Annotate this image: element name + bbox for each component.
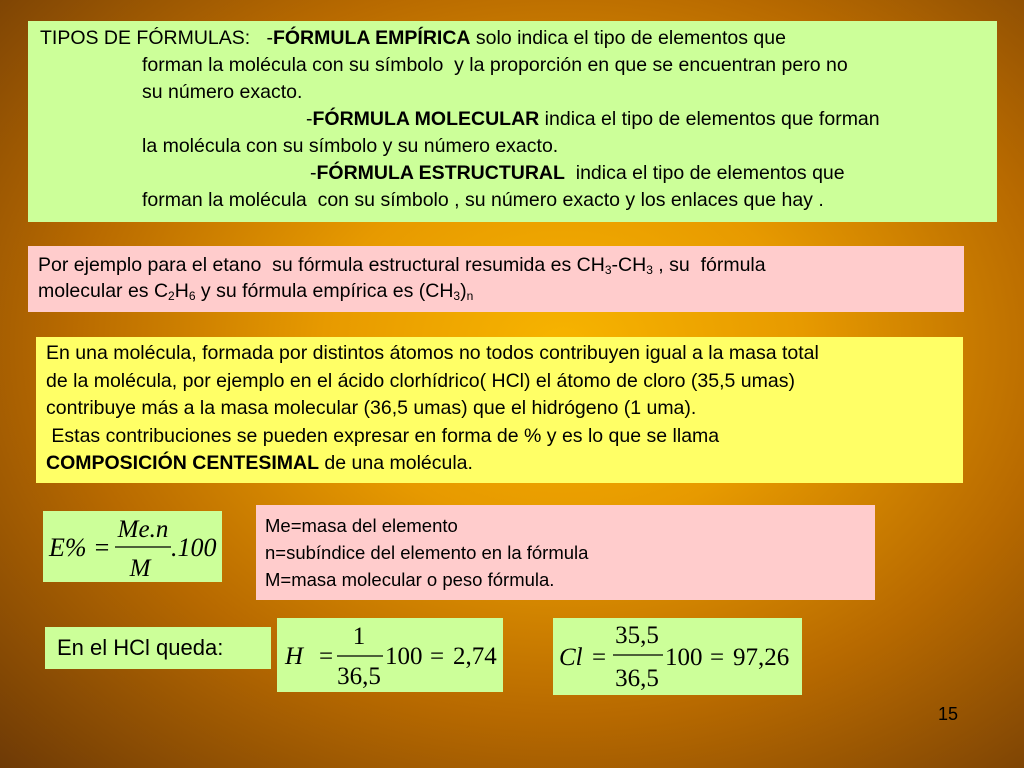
ejemplo-line-2 xyxy=(38,278,954,304)
formula-h-denominator: 36,5 xyxy=(337,663,381,690)
molecular-line xyxy=(38,106,987,133)
molecular-dash: - xyxy=(306,108,313,130)
molecula-line-4: Estas contribuciones se pueden expresar en forma de % y es lo que se llama xyxy=(46,424,720,447)
def-m: M=masa molecular o peso fórmula. xyxy=(265,569,555,590)
formula-h-eq: = xyxy=(319,643,334,670)
molecula-line-5 xyxy=(46,450,953,478)
formula-cl-factor: 100 xyxy=(665,644,703,671)
formula-cl-eq: = xyxy=(592,644,607,671)
formula-h-lhs: H xyxy=(285,643,304,670)
molecula-line-5-end: de una molécula. xyxy=(319,452,473,474)
tipos-formulas-box xyxy=(28,21,997,222)
composicion-box xyxy=(36,337,963,483)
subscript: 6 xyxy=(188,289,196,303)
molecular-text-1: indica el tipo de elementos que forman xyxy=(539,108,880,130)
formula-cloro xyxy=(553,618,802,695)
formula-hidrogeno xyxy=(277,618,503,692)
formula-porcentaje xyxy=(43,511,222,582)
molecula-line-2: de la molécula, por ejemplo en el ácido clorhídrico( HCl) el átomo de cloro (35,5 umas) xyxy=(46,369,795,392)
formula-denominator: M xyxy=(129,555,151,582)
formula-lhs: E% = xyxy=(49,533,111,562)
molecula-line-3: contribuye más a la masa molecular (36,5 umas) que el hidrógeno (1 uma). xyxy=(46,397,697,419)
ejemplo-text: H xyxy=(174,280,189,302)
estructural-dash: - xyxy=(310,162,317,184)
formula-hidrogeno-svg xyxy=(277,618,503,692)
def-me: Me=masa del elemento xyxy=(265,515,458,536)
ejemplo-text: -CH xyxy=(611,254,647,276)
tipos-intro: TIPOS DE FÓRMULAS: xyxy=(40,27,251,49)
molecular-text-2: la molécula con su símbolo y su número exacto. xyxy=(142,135,559,157)
empirica-text-2: forman la molécula con su símbolo y la proporción en que se encuentran pero no xyxy=(142,54,848,76)
ejemplo-etano-box xyxy=(28,246,964,312)
estructural-line xyxy=(38,160,987,187)
subscript: 3 xyxy=(453,289,461,303)
subscript: 3 xyxy=(604,263,612,277)
ejemplo-text: Por ejemplo para el etano su fórmula estructural resumida es CH xyxy=(38,254,605,276)
subscript: 2 xyxy=(168,289,175,303)
ejemplo-text: molecular es C xyxy=(38,280,169,302)
empirica-dash: - xyxy=(266,27,273,49)
composicion-centesimal-term: COMPOSICIÓN CENTESIMAL xyxy=(46,452,320,474)
subscript: 3 xyxy=(646,263,653,277)
formula-h-result: 2,74 xyxy=(453,643,497,670)
molecula-line-1: En una molécula, formada por distintos átomos no todos contribuyen igual a la masa total xyxy=(46,342,819,364)
formula-cl-lhs: Cl xyxy=(559,644,583,671)
formula-cl-eq2: = xyxy=(710,644,725,671)
formula-cloro-svg xyxy=(553,618,802,695)
subscript: n xyxy=(466,289,474,303)
empirica-text-1: solo indica el tipo de elementos que xyxy=(470,27,786,49)
ejemplo-text: y su fórmula empírica es (CH xyxy=(195,280,454,302)
formula-cl-denominator: 36,5 xyxy=(615,665,659,692)
estructural-title: FÓRMULA ESTRUCTURAL xyxy=(316,162,565,184)
def-n: n=subíndice del elemento en la fórmula xyxy=(265,542,589,563)
ejemplo-line-1 xyxy=(38,252,954,278)
formula-cl-numerator: 35,5 xyxy=(615,622,659,649)
formula-cl-result: 97,26 xyxy=(733,644,790,671)
estructural-text-1: indica el tipo de elementos que xyxy=(564,162,845,184)
en-hcl-label: En el HCl queda: xyxy=(45,627,271,669)
estructural-text-2: forman la molécula con su símbolo , su número exacto y los enlaces que hay . xyxy=(142,189,824,211)
tipos-line-1 xyxy=(38,25,987,52)
formula-numerator: Me.n xyxy=(117,516,169,543)
empirica-title: FÓRMULA EMPÍRICA xyxy=(272,27,471,49)
empirica-text-3: su número exacto. xyxy=(142,81,303,103)
formula-h-factor: 100 xyxy=(385,643,423,670)
formula-h-eq2: = xyxy=(430,643,445,670)
formula-porcentaje-svg xyxy=(43,511,222,582)
formula-h-numerator: 1 xyxy=(352,623,366,650)
formula-factor: .100 xyxy=(171,533,217,562)
molecular-title: FÓRMULA MOLECULAR xyxy=(312,108,540,130)
ejemplo-text: , su fórmula xyxy=(652,254,766,276)
definiciones-box xyxy=(256,505,875,600)
ejemplo-text: ) xyxy=(460,280,467,302)
slide-number: 15 xyxy=(938,704,959,724)
